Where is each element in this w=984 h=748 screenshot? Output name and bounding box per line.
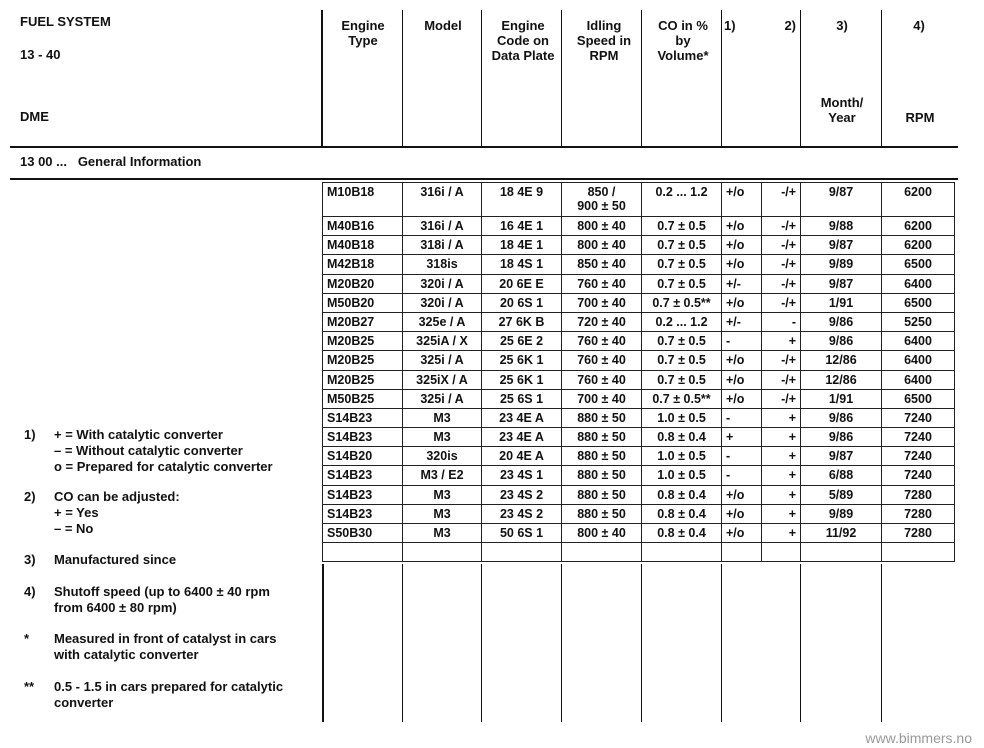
header-co-volume: CO in % by Volume* [657, 18, 709, 63]
section-title: FUEL SYSTEM [20, 14, 111, 29]
cell-date: 9/87 [801, 447, 882, 466]
cell-co: 0.8 ± 0.4 [642, 504, 722, 523]
header-divider [641, 10, 642, 146]
table-row [323, 332, 955, 351]
header-divider [881, 10, 882, 146]
table-row [323, 524, 955, 543]
table-row [323, 293, 955, 312]
cell-note2: + [762, 524, 801, 543]
cell-note1: +/o [722, 236, 762, 255]
cell-note2: -/+ [762, 255, 801, 274]
cell-note2: + [762, 332, 801, 351]
table-row [323, 351, 955, 370]
cell-model: M3 [403, 504, 482, 523]
cell-engine-type: M20B27 [323, 312, 403, 331]
cell-engine-type: S14B20 [323, 447, 403, 466]
cell-note1: - [722, 466, 762, 485]
table-row [323, 274, 955, 293]
cell-idling-speed: 720 ± 40 [562, 312, 642, 331]
cell-note2: -/+ [762, 217, 801, 236]
cell-idling-speed: 700 ± 40 [562, 389, 642, 408]
cell-engine-code: 18 4E 9 [482, 183, 562, 217]
cell-rpm: 7240 [882, 408, 955, 427]
cell-date: 9/86 [801, 428, 882, 447]
cell-co: 0.8 ± 0.4 [642, 485, 722, 504]
cell-model: M3 [403, 428, 482, 447]
cell-engine-code: 23 4S 2 [482, 504, 562, 523]
cell-rpm: 7240 [882, 466, 955, 485]
cell-date: 11/92 [801, 524, 882, 543]
table-row [323, 312, 955, 331]
table-row [323, 370, 955, 389]
cell-engine-code: 25 6E 2 [482, 332, 562, 351]
cell-date: 9/87 [801, 236, 882, 255]
cell-date: 1/91 [801, 293, 882, 312]
header-divider [800, 10, 801, 146]
cell-engine-code: 23 4S 1 [482, 466, 562, 485]
cell-note1: +/o [722, 183, 762, 217]
specs-table [322, 182, 955, 562]
cell-engine-code: 25 6K 1 [482, 370, 562, 389]
cell-model: 316i / A [403, 183, 482, 217]
column-line [881, 564, 882, 722]
header-col2: 2) [784, 18, 796, 33]
column-line [721, 564, 722, 722]
cell-note2: + [762, 504, 801, 523]
cell-rpm: 7240 [882, 428, 955, 447]
cell-engine-code: 20 4E A [482, 447, 562, 466]
table-row [323, 447, 955, 466]
cell-model: 320i / A [403, 274, 482, 293]
cell-engine-type: M40B18 [323, 236, 403, 255]
cell-engine-code: 23 4E A [482, 428, 562, 447]
cell-note1: - [722, 332, 762, 351]
cell-model: M3 [403, 524, 482, 543]
cell-note1: +/o [722, 217, 762, 236]
section-rule [10, 178, 958, 180]
cell-co: 0.7 ± 0.5 [642, 236, 722, 255]
watermark: www.bimmers.no [865, 730, 972, 746]
cell-note1: - [722, 408, 762, 427]
cell-note2: -/+ [762, 389, 801, 408]
cell-note2: + [762, 466, 801, 485]
cell-co: 1.0 ± 0.5 [642, 447, 722, 466]
cell-engine-code: 16 4E 1 [482, 217, 562, 236]
header-engine-type: Engine Type [341, 18, 385, 48]
table-row [323, 255, 955, 274]
cell-co: 0.7 ± 0.5 [642, 255, 722, 274]
cell-model: 325iA / X [403, 332, 482, 351]
cell-rpm: 7280 [882, 504, 955, 523]
cell-rpm: 6400 [882, 332, 955, 351]
cell-engine-code: 27 6K B [482, 312, 562, 331]
cell-engine-type: M40B16 [323, 217, 403, 236]
cell-note2: + [762, 447, 801, 466]
cell-rpm: 7280 [882, 524, 955, 543]
column-line [402, 564, 403, 722]
table-row [323, 408, 955, 427]
cell-engine-type: M50B25 [323, 389, 403, 408]
cell-date: 9/88 [801, 217, 882, 236]
cell-engine-type: M10B18 [323, 183, 403, 217]
cell-engine-type: S50B30 [323, 524, 403, 543]
cell-idling-speed: 880 ± 50 [562, 504, 642, 523]
cell-model: 320i / A [403, 293, 482, 312]
cell-rpm: 6500 [882, 389, 955, 408]
cell-rpm: 5250 [882, 312, 955, 331]
cell-engine-code: 23 4E A [482, 408, 562, 427]
cell-note2: -/+ [762, 183, 801, 217]
header-col1: 1) [724, 18, 736, 33]
cell-model: M3 [403, 485, 482, 504]
header-divider [561, 10, 562, 146]
column-line [322, 564, 324, 722]
cell-note2: -/+ [762, 236, 801, 255]
header-model: Model [424, 18, 462, 33]
cell-idling-speed: 850 ± 40 [562, 255, 642, 274]
cell-rpm: 7280 [882, 485, 955, 504]
cell-note2: -/+ [762, 351, 801, 370]
cell-note1: + [722, 428, 762, 447]
cell-engine-code: 23 4S 2 [482, 485, 562, 504]
table-row [323, 466, 955, 485]
cell-idling-speed: 880 ± 50 [562, 447, 642, 466]
cell-idling-speed: 760 ± 40 [562, 274, 642, 293]
cell-co: 0.7 ± 0.5 [642, 370, 722, 389]
cell-engine-type: S14B23 [323, 408, 403, 427]
cell-note1: +/o [722, 370, 762, 389]
header-col3: 3) [836, 18, 848, 33]
cell-model: 320is [403, 447, 482, 466]
cell-note1: +/o [722, 351, 762, 370]
cell-date: 9/87 [801, 183, 882, 217]
footnote-double-asterisk: ** 0.5 - 1.5 in cars prepared for catalytic converter [24, 679, 284, 710]
footnote-4: 4) Shutoff speed (up to 6400 ± 40 rpm from 6400 ± 80 rpm) [24, 584, 270, 615]
cell-date: 1/91 [801, 389, 882, 408]
cell-note1: +/o [722, 485, 762, 504]
header-rpm: RPM [905, 110, 935, 125]
cell-note1: +/o [722, 389, 762, 408]
cell-date: 9/89 [801, 255, 882, 274]
cell-engine-type: M20B25 [323, 351, 403, 370]
table-row [323, 217, 955, 236]
cell-idling-speed: 800 ± 40 [562, 236, 642, 255]
header-divider [721, 10, 722, 146]
cell-engine-code: 50 6S 1 [482, 524, 562, 543]
cell-note2: -/+ [762, 274, 801, 293]
header-rule [10, 146, 958, 148]
cell-co: 1.0 ± 0.5 [642, 408, 722, 427]
cell-engine-type: M50B20 [323, 293, 403, 312]
cell-date: 9/87 [801, 274, 882, 293]
cell-rpm: 6400 [882, 274, 955, 293]
cell-engine-code: 25 6S 1 [482, 389, 562, 408]
cell-rpm: 6200 [882, 217, 955, 236]
cell-rpm: 6400 [882, 351, 955, 370]
cell-note2: -/+ [762, 293, 801, 312]
cell-co: 0.7 ± 0.5** [642, 293, 722, 312]
column-line [641, 564, 642, 722]
cell-co: 0.2 ... 1.2 [642, 183, 722, 217]
cell-co: 1.0 ± 0.5 [642, 466, 722, 485]
cell-rpm: 6400 [882, 370, 955, 389]
cell-co: 0.2 ... 1.2 [642, 312, 722, 331]
column-line [561, 564, 562, 722]
cell-date: 5/89 [801, 485, 882, 504]
cell-model: 325e / A [403, 312, 482, 331]
section-subtitle: DME [20, 109, 49, 124]
header-idling-speed: Idling Speed in RPM [576, 18, 632, 63]
cell-co: 0.7 ± 0.5 [642, 274, 722, 293]
cell-note2: + [762, 428, 801, 447]
cell-engine-type: S14B23 [323, 485, 403, 504]
cell-co: 0.7 ± 0.5 [642, 217, 722, 236]
cell-engine-code: 18 4E 1 [482, 236, 562, 255]
section-number: 13 - 40 [20, 47, 61, 62]
cell-model: 325i / A [403, 351, 482, 370]
header-col4: 4) [913, 18, 925, 33]
column-line [481, 564, 482, 722]
cell-model: 318i / A [403, 236, 482, 255]
cell-note1: +/- [722, 274, 762, 293]
header-engine-code: Engine Code on Data Plate [491, 18, 555, 63]
table-row [323, 504, 955, 523]
general-information-heading: 13 00 ... General Information [20, 154, 202, 169]
cell-co: 0.7 ± 0.5 [642, 332, 722, 351]
table-row [323, 428, 955, 447]
cell-model: 325i / A [403, 389, 482, 408]
cell-engine-type: M42B18 [323, 255, 403, 274]
cell-co: 0.8 ± 0.4 [642, 428, 722, 447]
cell-note1: +/o [722, 255, 762, 274]
footnote-2: 2) CO can be adjusted: + = Yes – = No [24, 489, 180, 536]
header-divider [481, 10, 482, 146]
table-row-empty [323, 543, 955, 562]
cell-engine-code: 20 6E E [482, 274, 562, 293]
cell-engine-type: S14B23 [323, 504, 403, 523]
cell-idling-speed: 800 ± 40 [562, 524, 642, 543]
cell-idling-speed: 850 / 900 ± 50 [562, 183, 642, 217]
table-row [323, 389, 955, 408]
cell-engine-code: 18 4S 1 [482, 255, 562, 274]
cell-model: M3 [403, 408, 482, 427]
cell-rpm: 7240 [882, 447, 955, 466]
cell-note2: + [762, 408, 801, 427]
cell-co: 0.8 ± 0.4 [642, 524, 722, 543]
cell-engine-type: M20B25 [323, 370, 403, 389]
cell-idling-speed: 760 ± 40 [562, 351, 642, 370]
cell-rpm: 6500 [882, 293, 955, 312]
cell-engine-code: 25 6K 1 [482, 351, 562, 370]
cell-date: 9/86 [801, 312, 882, 331]
cell-model: 318is [403, 255, 482, 274]
cell-rpm: 6200 [882, 236, 955, 255]
cell-date: 6/88 [801, 466, 882, 485]
cell-idling-speed: 800 ± 40 [562, 217, 642, 236]
cell-engine-type: M20B25 [323, 332, 403, 351]
cell-idling-speed: 880 ± 50 [562, 485, 642, 504]
cell-model: 325iX / A [403, 370, 482, 389]
cell-engine-code: 20 6S 1 [482, 293, 562, 312]
cell-co: 0.7 ± 0.5** [642, 389, 722, 408]
column-line [800, 564, 801, 722]
cell-idling-speed: 700 ± 40 [562, 293, 642, 312]
cell-note1: +/o [722, 504, 762, 523]
cell-engine-type: S14B23 [323, 466, 403, 485]
cell-note2: -/+ [762, 370, 801, 389]
cell-rpm: 6500 [882, 255, 955, 274]
cell-model: 316i / A [403, 217, 482, 236]
cell-engine-type: S14B23 [323, 428, 403, 447]
cell-date: 12/86 [801, 370, 882, 389]
cell-note1: - [722, 447, 762, 466]
cell-date: 9/89 [801, 504, 882, 523]
cell-note1: +/- [722, 312, 762, 331]
cell-idling-speed: 880 ± 50 [562, 408, 642, 427]
cell-date: 12/86 [801, 351, 882, 370]
cell-rpm: 6200 [882, 183, 955, 217]
cell-idling-speed: 880 ± 50 [562, 466, 642, 485]
header-divider [402, 10, 403, 146]
cell-model: M3 / E2 [403, 466, 482, 485]
cell-idling-speed: 760 ± 40 [562, 370, 642, 389]
cell-co: 0.7 ± 0.5 [642, 351, 722, 370]
footnote-1: 1) + = With catalytic converter – = Without catalytic converter o = Prepared for catalytic converter [24, 427, 273, 474]
cell-idling-speed: 760 ± 40 [562, 332, 642, 351]
cell-note1: +/o [722, 524, 762, 543]
cell-engine-type: M20B20 [323, 274, 403, 293]
cell-note2: + [762, 485, 801, 504]
cell-note1: +/o [722, 293, 762, 312]
cell-date: 9/86 [801, 332, 882, 351]
header-divider [321, 10, 323, 146]
header-month-year: Month/ Year [820, 95, 864, 125]
table-row [323, 183, 955, 217]
footnote-asterisk: * Measured in front of catalyst in cars with catalytic converter [24, 631, 277, 662]
table-row [323, 236, 955, 255]
footnote-3: 3) Manufactured since [24, 552, 177, 567]
table-row [323, 485, 955, 504]
cell-idling-speed: 880 ± 50 [562, 428, 642, 447]
cell-date: 9/86 [801, 408, 882, 427]
cell-note2: - [762, 312, 801, 331]
